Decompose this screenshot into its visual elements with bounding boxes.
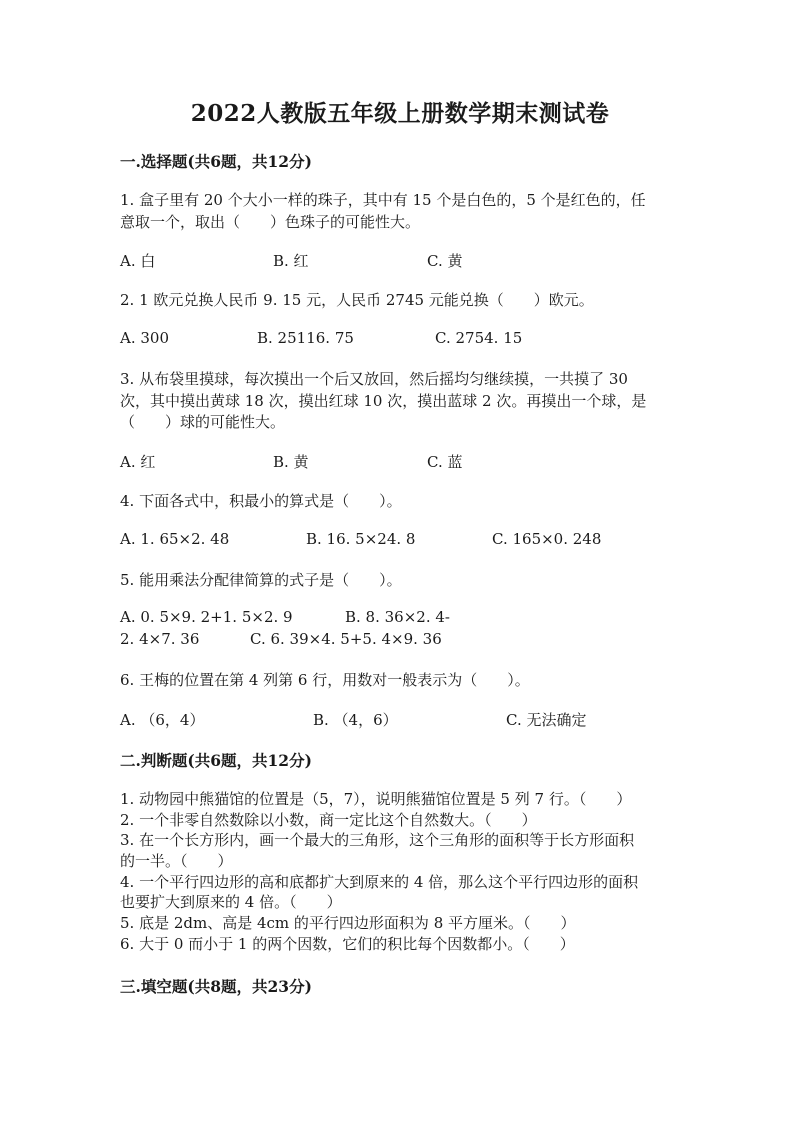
option-c: C. 6. 39×4. 5+5. 4×9. 36 bbox=[250, 630, 442, 648]
section-heading-choice: 一.选择题(共6题，共12分) bbox=[120, 152, 312, 171]
section-heading-fill-in: 三.填空题(共8题，共23分) bbox=[120, 977, 312, 996]
option-b: B. （4，6） bbox=[313, 711, 398, 729]
option-a: A. 红 bbox=[120, 453, 156, 471]
judgment-line: 的一半。（ ） bbox=[120, 852, 233, 870]
judgment-line: 5. 底是 2dm、高是 4cm 的平行四边形面积为 8 平方厘米。（ ） bbox=[120, 914, 576, 932]
option-a: A. 300 bbox=[120, 329, 169, 347]
option-b: B. 25116. 75 bbox=[257, 329, 354, 347]
option-b: B. 黄 bbox=[273, 453, 309, 471]
option-b: B. 16. 5×24. 8 bbox=[306, 530, 416, 548]
question-text: 5. 能用乘法分配律简算的式子是（ ）。 bbox=[120, 571, 402, 589]
option-a: A. （6，4） bbox=[120, 711, 205, 729]
judgment-line: 2. 一个非零自然数除以小数，商一定比这个自然数大。（ ） bbox=[120, 811, 537, 829]
option-c: C. 165×0. 248 bbox=[492, 530, 602, 548]
judgment-line: 4. 一个平行四边形的高和底都扩大到原来的 4 倍，那么这个平行四边形的面积 bbox=[120, 873, 639, 891]
question-text: （ ）球的可能性大。 bbox=[120, 413, 286, 431]
option-c: C. 黄 bbox=[427, 252, 463, 270]
option-a: A. 白 bbox=[120, 252, 156, 270]
option-c: C. 蓝 bbox=[427, 453, 463, 471]
question-text: 3. 从布袋里摸球，每次摸出一个后又放回，然后摇均匀继续摸，一共摸了 30 bbox=[120, 370, 628, 388]
question-text: 1. 盒子里有 20 个大小一样的珠子，其中有 15 个是白色的，5 个是红色的，任 bbox=[120, 191, 646, 209]
question-text: 2. 1 欧元兑换人民币 9. 15 元，人民币 2745 元能兑换（ ）欧元。 bbox=[120, 291, 594, 309]
question-text: 4. 下面各式中，积最小的算式是（ ）。 bbox=[120, 492, 402, 510]
question-text: 次，其中摸出黄球 18 次，摸出红球 10 次，摸出蓝球 2 次。再摸出一个球，是 bbox=[120, 392, 647, 410]
question-text: 6. 王梅的位置在第 4 列第 6 行，用数对一般表示为（ ）。 bbox=[120, 671, 530, 689]
section-heading-judgment: 二.判断题(共6题，共12分) bbox=[120, 751, 312, 770]
option-c: C. 2754. 15 bbox=[435, 329, 523, 347]
option-c: C. 无法确定 bbox=[506, 711, 587, 729]
option-b: B. 8. 36×2. 4- bbox=[345, 608, 450, 626]
judgment-line: 6. 大于 0 而小于 1 的两个因数，它们的积比每个因数都小。（ ） bbox=[120, 935, 575, 953]
option-a: A. 0. 5×9. 2+1. 5×2. 9 bbox=[120, 608, 293, 626]
option-b: B. 红 bbox=[273, 252, 309, 270]
judgment-line: 也要扩大到原来的 4 倍。（ ） bbox=[120, 893, 342, 911]
judgment-line: 1. 动物园中熊猫馆的位置是（5，7），说明熊猫馆位置是 5 列 7 行。（ ） bbox=[120, 790, 632, 808]
question-text: 意取一个，取出（ ）色珠子的可能性大。 bbox=[120, 213, 421, 231]
exam-title: 2022人教版五年级上册数学期末测试卷 bbox=[190, 100, 610, 127]
option-a: A. 1. 65×2. 48 bbox=[120, 530, 230, 548]
judgment-line: 3. 在一个长方形内，画一个最大的三角形，这个三角形的面积等于长方形面积 bbox=[120, 831, 635, 849]
option-b-continued: 2. 4×7. 36 bbox=[120, 630, 200, 648]
